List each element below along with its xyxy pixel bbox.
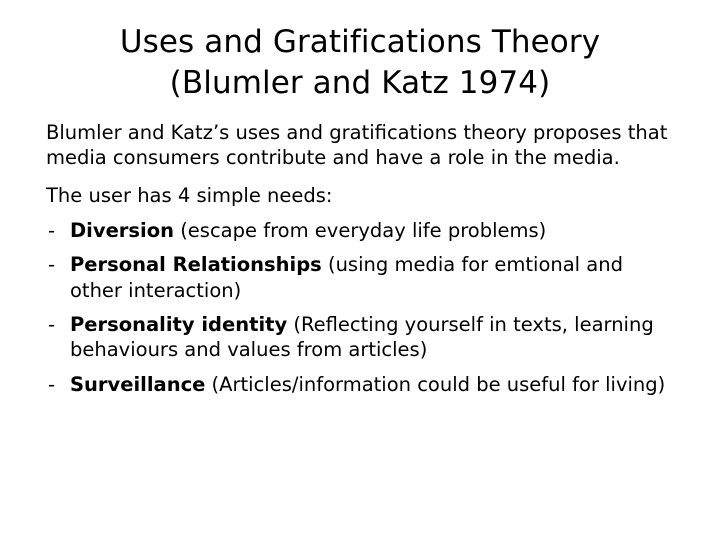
bullet-term: Personality identity bbox=[70, 312, 288, 336]
bullet-dash-icon: - bbox=[48, 253, 56, 277]
slide-title bbox=[40, 22, 680, 104]
list-item bbox=[46, 312, 680, 363]
bullet-dash-icon: - bbox=[48, 218, 56, 242]
slide-body bbox=[40, 120, 680, 397]
needs-lead-in: The user has 4 simple needs: bbox=[46, 183, 333, 207]
intro-paragraph: Blumler and Katz’s uses and gratifications theory proposes that media consumers contribute and have a role in the media. bbox=[46, 120, 668, 170]
title-line-1: Uses and Gratifications Theory bbox=[119, 24, 601, 60]
bullet-term: Diversion bbox=[70, 218, 174, 242]
bullet-term: Surveillance bbox=[70, 372, 206, 396]
list-item bbox=[46, 372, 680, 397]
title-line-2: (Blumler and Katz 1974) bbox=[169, 64, 551, 101]
bullet-term: Personal Relationships bbox=[70, 253, 322, 277]
bullet-dash-icon: - bbox=[48, 372, 56, 396]
needs-list bbox=[46, 218, 680, 397]
bullet-text: (Reflecting yourself in texts, learning behaviours and values from articles) bbox=[70, 312, 654, 362]
list-item bbox=[46, 252, 680, 303]
bullet-text: (escape from everyday life problems) bbox=[174, 218, 547, 242]
list-item bbox=[46, 218, 680, 243]
bullet-dash-icon: - bbox=[48, 312, 56, 336]
bullet-text: (Articles/information could be useful for living) bbox=[205, 372, 666, 396]
bullet-text: (using media for emtional and other interaction) bbox=[70, 253, 623, 302]
